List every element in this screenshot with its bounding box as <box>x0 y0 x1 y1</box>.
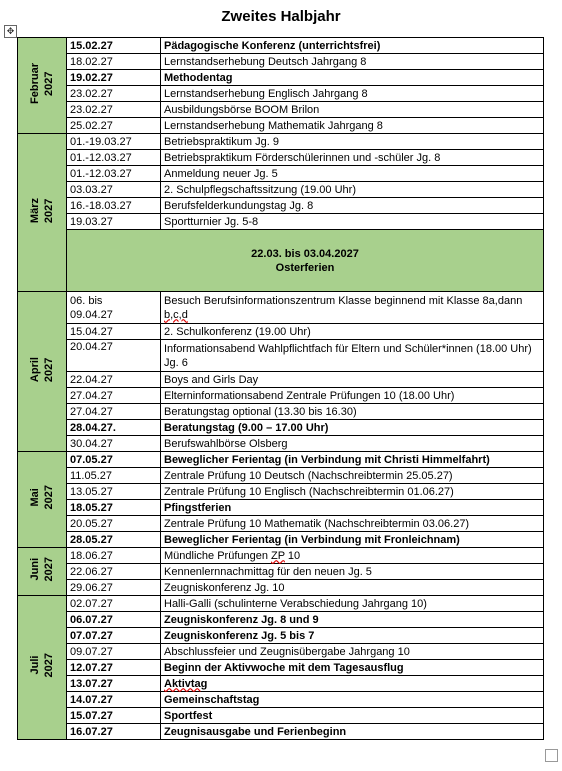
table-row <box>18 596 544 612</box>
row-event: Berufswahlbörse Olsberg <box>161 436 544 452</box>
row-event: Besuch Berufsinformationszentrum Klasse beginnend mit Klasse 8a,dann b,c,d <box>161 292 544 324</box>
row-event: Zentrale Prüfung 10 Englisch (Nachschreibtermin 01.06.27) <box>161 484 544 500</box>
row-event: Pädagogische Konferenz (unterrichtsfrei) <box>161 38 544 54</box>
row-event: Anmeldung neuer Jg. 5 <box>161 166 544 182</box>
row-event: Kennenlernnachmittag für den neuen Jg. 5 <box>161 564 544 580</box>
row-date: 29.06.27 <box>67 580 161 596</box>
table-row <box>18 420 544 436</box>
row-date: 09.07.27 <box>67 644 161 660</box>
table-row <box>18 468 544 484</box>
row-date: 18.05.27 <box>67 500 161 516</box>
table-row <box>18 628 544 644</box>
month-label-april: April 2027 <box>18 292 67 452</box>
row-date: 03.03.27 <box>67 182 161 198</box>
row-date: 28.05.27 <box>67 532 161 548</box>
table-row <box>18 644 544 660</box>
row-event: Halli-Galli (schulinterne Verabschiedung Jahrgang 10) <box>161 596 544 612</box>
table-row <box>18 708 544 724</box>
row-event: Ausbildungsbörse BOOM Brilon <box>161 102 544 118</box>
row-event: Pfingstferien <box>161 500 544 516</box>
row-date: 15.07.27 <box>67 708 161 724</box>
table-row <box>18 404 544 420</box>
table-row <box>18 198 544 214</box>
row-date: 18.02.27 <box>67 54 161 70</box>
row-event: Betriebspraktikum Jg. 9 <box>161 134 544 150</box>
table-row <box>18 102 544 118</box>
table-row <box>18 580 544 596</box>
row-event: Lernstandserhebung Englisch Jahrgang 8 <box>161 86 544 102</box>
table-row <box>18 118 544 134</box>
row-date: 06. bis 09.04.27 <box>67 292 161 324</box>
row-event: Berufsfelderkundungstag Jg. 8 <box>161 198 544 214</box>
row-event: Boys and Girls Day <box>161 372 544 388</box>
table-row <box>18 54 544 70</box>
row-event: Beweglicher Ferientag (in Verbindung mit Christi Himmelfahrt) <box>161 452 544 468</box>
row-event <box>161 676 544 692</box>
table-row <box>18 500 544 516</box>
table-row <box>18 660 544 676</box>
row-date: 22.04.27 <box>67 372 161 388</box>
row-date: 28.04.27. <box>67 420 161 436</box>
table-resize-handle-icon[interactable] <box>545 749 558 762</box>
row-date: 01.-12.03.27 <box>67 150 161 166</box>
row-date: 07.05.27 <box>67 452 161 468</box>
row-event: Beratungstag optional (13.30 bis 16.30) <box>161 404 544 420</box>
table-row <box>18 86 544 102</box>
row-event: Sportfest <box>161 708 544 724</box>
table-row <box>18 292 544 324</box>
row-event: Zeugniskonferenz Jg. 10 <box>161 580 544 596</box>
table-row <box>18 436 544 452</box>
row-date: 06.07.27 <box>67 612 161 628</box>
spellcheck-underline: Aktivtag <box>164 677 208 690</box>
row-date: 20.04.27 <box>67 340 161 372</box>
row-event: Elterninformationsabend Zentrale Prüfungen 10 (18.00 Uhr) <box>161 388 544 404</box>
row-date: 15.04.27 <box>67 324 161 340</box>
row-event: 2. Schulpflegschaftssitzung (19.00 Uhr) <box>161 182 544 198</box>
row-date: 02.07.27 <box>67 596 161 612</box>
row-event: Zeugnisausgabe und Ferienbeginn <box>161 724 544 740</box>
row-event: Zeugniskonferenz Jg. 5 bis 7 <box>161 628 544 644</box>
spellcheck-underline: b,c,d <box>164 308 188 321</box>
row-event: Beratungstag (9.00 – 17.00 Uhr) <box>161 420 544 436</box>
row-date: 30.04.27 <box>67 436 161 452</box>
table-row <box>18 484 544 500</box>
schedule-table <box>17 37 544 740</box>
row-event: Beginn der Aktivwoche mit dem Tagesausflug <box>161 660 544 676</box>
row-date: 15.02.27 <box>67 38 161 54</box>
table-row <box>18 388 544 404</box>
row-date: 14.07.27 <box>67 692 161 708</box>
table-move-handle-icon[interactable]: ✥ <box>4 25 17 38</box>
holiday-dates: 22.03. bis 03.04.2027 <box>251 247 359 260</box>
row-date: 25.02.27 <box>67 118 161 134</box>
table-row <box>18 516 544 532</box>
page-title: Zweites Halbjahr <box>221 8 341 25</box>
row-event: Beweglicher Ferientag (in Verbindung mit Fronleichnam) <box>161 532 544 548</box>
table-row <box>18 564 544 580</box>
month-label-february: Februar 2027 <box>18 38 67 134</box>
holiday-name: Osterferien <box>275 261 335 274</box>
row-date: 20.05.27 <box>67 516 161 532</box>
table-row <box>18 612 544 628</box>
row-event: Informationsabend Wahlpflichtfach für Eltern und Schüler*innen (18.00 Uhr) Jg. 6 <box>161 340 544 372</box>
row-date: 18.06.27 <box>67 548 161 564</box>
table-row <box>18 452 544 468</box>
holiday-cell <box>67 230 544 292</box>
row-date: 11.05.27 <box>67 468 161 484</box>
table-row <box>18 692 544 708</box>
row-date: 27.04.27 <box>67 404 161 420</box>
row-date: 27.04.27 <box>67 388 161 404</box>
row-event: Methodentag <box>161 70 544 86</box>
row-event: Abschlussfeier und Zeugnisübergabe Jahrgang 10 <box>161 644 544 660</box>
row-date: 22.06.27 <box>67 564 161 580</box>
row-date: 19.02.27 <box>67 70 161 86</box>
table-row <box>18 548 544 564</box>
table-row <box>18 324 544 340</box>
row-date: 13.05.27 <box>67 484 161 500</box>
row-date: 13.07.27 <box>67 676 161 692</box>
row-event: Zentrale Prüfung 10 Mathematik (Nachschreibtermin 03.06.27) <box>161 516 544 532</box>
row-date: 23.02.27 <box>67 86 161 102</box>
row-event: 2. Schulkonferenz (19.00 Uhr) <box>161 324 544 340</box>
row-date: 16.07.27 <box>67 724 161 740</box>
row-date: 23.02.27 <box>67 102 161 118</box>
table-row <box>18 134 544 150</box>
row-date: 01.-19.03.27 <box>67 134 161 150</box>
row-date: 19.03.27 <box>67 214 161 230</box>
row-event: Zeugniskonferenz Jg. 8 und 9 <box>161 612 544 628</box>
table-row <box>18 38 544 54</box>
row-event: Zentrale Prüfung 10 Deutsch (Nachschreibtermin 25.05.27) <box>161 468 544 484</box>
table-row <box>18 166 544 182</box>
spellcheck-underline: ZP <box>271 549 285 562</box>
table-row <box>18 182 544 198</box>
row-date: 16.-18.03.27 <box>67 198 161 214</box>
table-row <box>18 150 544 166</box>
row-date: 12.07.27 <box>67 660 161 676</box>
table-row <box>18 676 544 692</box>
month-label-may: Mai 2027 <box>18 452 67 548</box>
row-event: Lernstandserhebung Deutsch Jahrgang 8 <box>161 54 544 70</box>
row-event: Betriebspraktikum Förderschülerinnen und -schüler Jg. 8 <box>161 150 544 166</box>
row-event: Mündliche Prüfungen ZP 10 <box>161 548 544 564</box>
table-row <box>18 724 544 740</box>
table-row <box>18 532 544 548</box>
holiday-row <box>18 230 544 292</box>
row-date: 07.07.27 <box>67 628 161 644</box>
table-row <box>18 70 544 86</box>
row-date: 01.-12.03.27 <box>67 166 161 182</box>
row-event: Lernstandserhebung Mathematik Jahrgang 8 <box>161 118 544 134</box>
month-label-june: Juni 2027 <box>18 548 67 596</box>
row-event: Sportturnier Jg. 5-8 <box>161 214 544 230</box>
month-label-july: Juli 2027 <box>18 596 67 740</box>
table-row <box>18 340 544 372</box>
table-row <box>18 372 544 388</box>
row-event: Gemeinschaftstag <box>161 692 544 708</box>
table-row <box>18 214 544 230</box>
month-label-march: März 2027 <box>18 134 67 292</box>
